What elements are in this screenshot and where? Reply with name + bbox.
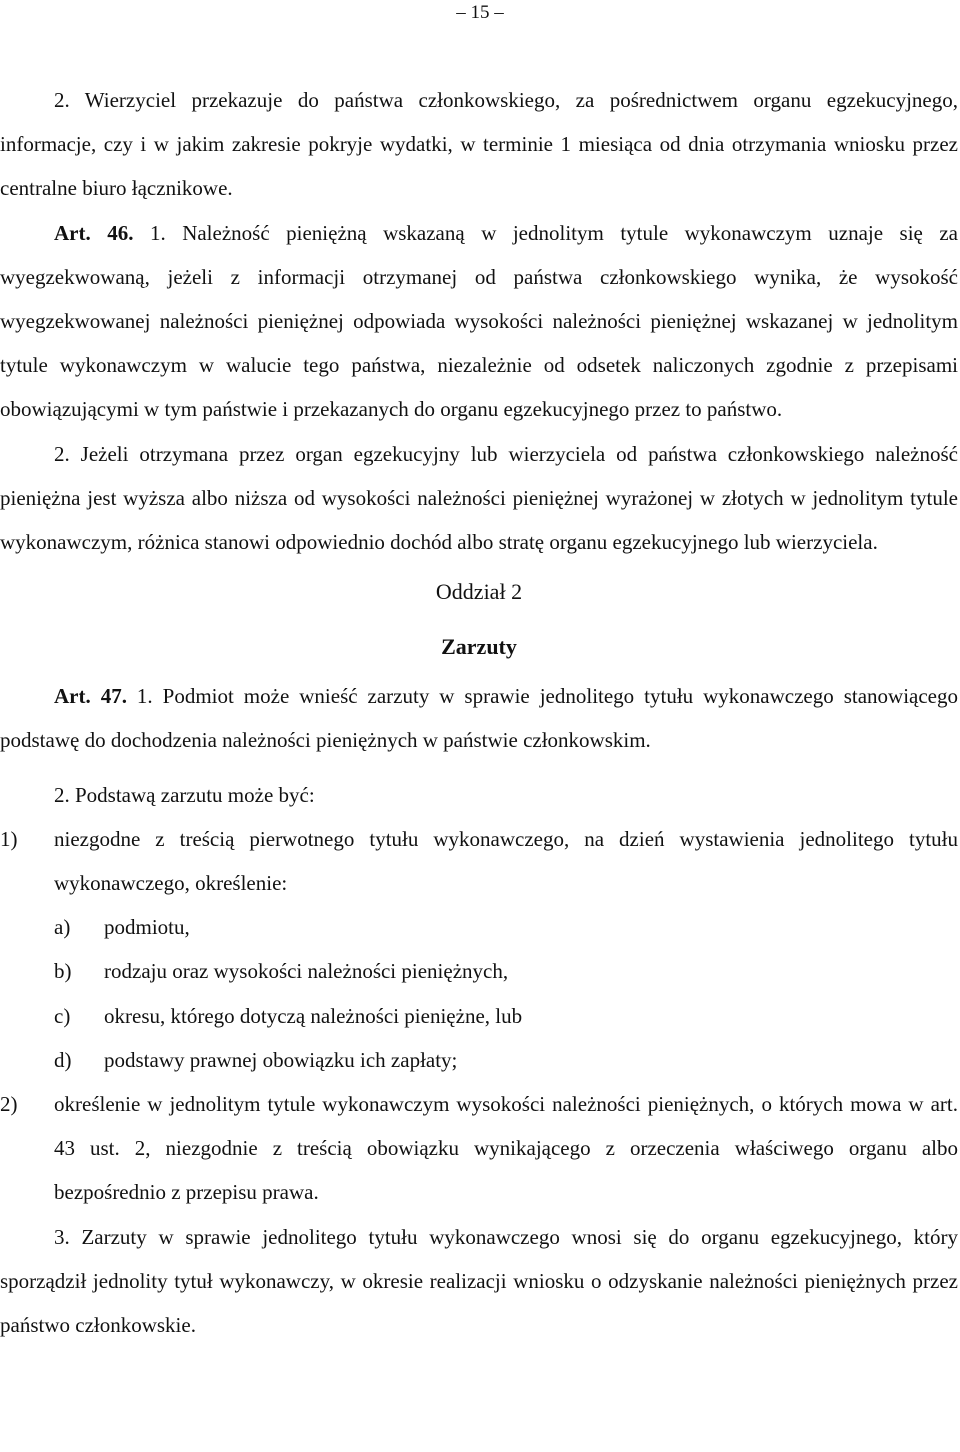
division-title: Zarzuty <box>441 634 517 660</box>
paragraph-art46-ust1 <box>0 211 958 432</box>
sub-item-text: rodzaju oraz wysokości należności pieniężnych, <box>104 959 509 984</box>
sub-item-a <box>54 905 958 949</box>
sub-item-d <box>54 1038 958 1082</box>
sub-marker: c) <box>54 1003 71 1028</box>
list-marker: 1) <box>0 826 18 851</box>
sub-marker: a) <box>54 915 71 940</box>
sub-item-text: podstawy prawnej obowiązku ich zapłaty; <box>104 1047 458 1072</box>
paragraph-art47-ust2: 2. Podstawą zarzutu może być: <box>54 782 315 807</box>
list-item-text: niezgodne z treścią pierwotnego tytułu wykonawczego, na dzień wystawienia jednolitego tytułu wykonawczego, określenie: <box>54 826 958 896</box>
paragraph-art45-ust2: 2. Wierzyciel przekazuje do państwa członkowskiego, za pośrednictwem organu egzekucyjnego, informacje, czy i w jakim zakresie pokryje wydatki, w terminie 1 miesiąca od dnia otrzymania wniosku przez centralne biuro łącznikowe. <box>0 88 958 201</box>
sub-item-b <box>54 949 958 993</box>
sub-item-text: okresu, którego dotyczą należności pieniężne, lub <box>104 1003 523 1028</box>
art46-ust1-text: 1. Należność pieniężną wskazaną w jednolitym tytule wykonawczym uznaje się za wyegzekwowaną, jeżeli z informacji otrzymanej od państwa członkowskiego wynika, że wysokość wyegzekwowanej należności pieniężnej odpowiada wysokości należności pieniężnej wskazanej w jednolitym tytule wykonawczym w walucie tego państwa, niezależnie od odsetek naliczonych zgodnie z przepisami obowiązującymi w tym państwie i przekazanych do organu egzekucyjnego przez to państwo. <box>0 220 958 422</box>
paragraph-art47-ust3: 3. Zarzuty w sprawie jednolitego tytułu wykonawczego wnosi się do organu egzekucyjnego, który sporządził jednolity tytuł wykonawczy, w okresie realizacji wniosku o odzyskanie należności pieniężnych przez państwo członkowskie. <box>0 1224 958 1338</box>
sub-marker: b) <box>54 959 72 984</box>
list-marker: 2) <box>0 1092 18 1117</box>
division-heading: Oddział 2 <box>435 579 523 605</box>
page-number <box>0 0 960 26</box>
article-label-47: Art. 47. <box>54 684 127 709</box>
list-item-text: określenie w jednolitym tytule wykonawczym wysokości należności pieniężnych, o których mowa w art. 43 ust. 2, niezgodnie z treścią obowiązku wynikającego z orzeczenia właściwego organu albo bezpośrednio z przepisu prawa. <box>54 1092 958 1205</box>
sub-item-c <box>54 994 958 1038</box>
article-label-46: Art. 46. <box>54 220 134 245</box>
document-body <box>0 78 958 1347</box>
sub-marker: d) <box>54 1047 72 1072</box>
list-item-1 <box>0 817 958 905</box>
art47-ust1-text: 1. Podmiot może wnieść zarzuty w sprawie jednolitego tytułu wykonawczego stanowiącego podstawę do dochodzenia należności pieniężnych w państwie członkowskim. <box>0 684 958 753</box>
paragraph-art46-ust2: 2. Jeżeli otrzymana przez organ egzekucyjny lub wierzyciela od państwa członkowskiego należność pieniężna jest wyższa albo niższa od wysokości należności pieniężnej wyrażonej w złotych w jednolitym tytule wykonawczym, różnica stanowi odpowiednio dochód albo stratę organu egzekucyjnego lub wierzyciela. <box>0 441 958 555</box>
paragraph-art47-ust1 <box>0 674 958 762</box>
list-item-2 <box>0 1082 958 1215</box>
page-number-text: – 15 – <box>456 2 504 23</box>
sub-item-text: podmiotu, <box>104 915 190 940</box>
